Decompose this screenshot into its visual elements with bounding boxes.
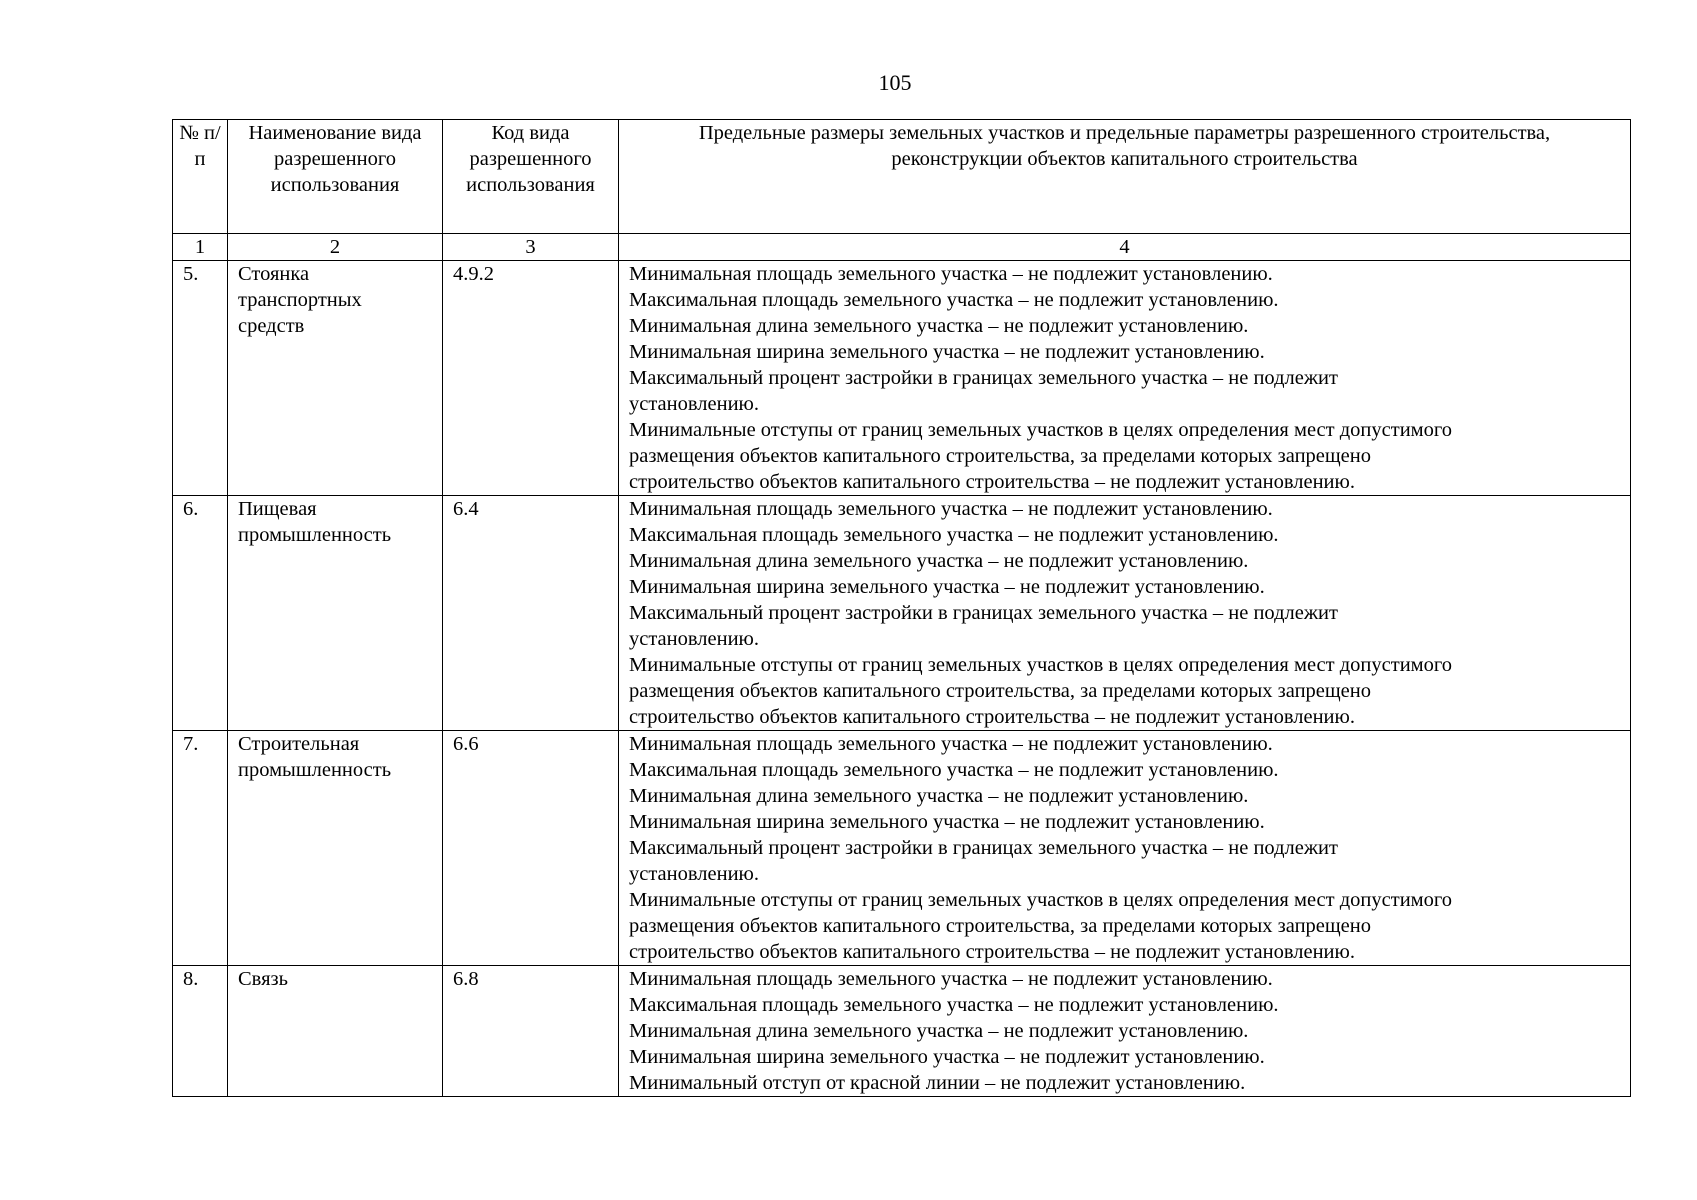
parameter-line: размещения объектов капитального строительства, за пределами которых запрещено xyxy=(629,445,1372,467)
use-name-line: Строительная xyxy=(238,733,360,755)
header-use-name: Наименование вида разрешенного использования xyxy=(228,120,443,234)
use-code-cell: 4.9.2 xyxy=(443,261,619,496)
table-header-row xyxy=(173,120,1631,234)
parameter-line: Минимальная площадь земельного участка – не подлежит установлению. xyxy=(629,263,1273,285)
table-row xyxy=(173,966,1631,1097)
parameter-line: установлению. xyxy=(629,393,759,415)
column-number: 3 xyxy=(443,234,619,261)
use-name-line: Стоянка xyxy=(238,263,310,285)
parameter-line: Максимальная площадь земельного участка – не подлежит установлению. xyxy=(629,524,1279,546)
parameter-line: Минимальный отступ от красной линии – не подлежит установлению. xyxy=(629,1072,1246,1094)
parameter-line: Минимальная длина земельного участка – не подлежит установлению. xyxy=(629,785,1249,807)
table-row xyxy=(173,261,1631,496)
parameter-line: Максимальный процент застройки в границах земельного участка – не подлежит xyxy=(629,602,1338,624)
header-parameters: Предельные размеры земельных участков и предельные параметры разрешенного строительства, реконструкции объектов капитального строительства xyxy=(619,120,1631,234)
parameters-cell xyxy=(619,261,1631,496)
parameters-cell xyxy=(619,731,1631,966)
parameter-line: установлению. xyxy=(629,863,759,885)
use-code-cell: 6.6 xyxy=(443,731,619,966)
parameter-line: строительство объектов капитального строительства – не подлежит установлению. xyxy=(629,706,1355,728)
use-name-cell xyxy=(228,966,443,1097)
parameter-line: Максимальная площадь земельного участка – не подлежит установлению. xyxy=(629,759,1279,781)
parameter-line: Минимальные отступы от границ земельных участков в целях определения мест допустимого xyxy=(629,889,1453,911)
parameter-line: Минимальная площадь земельного участка – не подлежит установлению. xyxy=(629,498,1273,520)
parameter-line: Максимальная площадь земельного участка – не подлежит установлению. xyxy=(629,994,1279,1016)
parameter-line: Максимальный процент застройки в границах земельного участка – не подлежит xyxy=(629,837,1338,859)
parameters-table xyxy=(172,119,1631,1097)
header-use-code: Код вида разрешенного использования xyxy=(443,120,619,234)
row-number: 8. xyxy=(173,966,228,1097)
use-name-cell xyxy=(228,261,443,496)
parameter-line: Минимальная ширина земельного участка – не подлежит установлению. xyxy=(629,576,1265,598)
use-name-line: транспортных xyxy=(238,289,362,311)
use-name-cell xyxy=(228,731,443,966)
parameters-cell xyxy=(619,496,1631,731)
parameter-line: Минимальная ширина земельного участка – не подлежит установлению. xyxy=(629,1046,1265,1068)
use-code-cell: 6.8 xyxy=(443,966,619,1097)
column-number-row xyxy=(173,234,1631,261)
use-code-cell: 6.4 xyxy=(443,496,619,731)
parameter-line: Минимальные отступы от границ земельных участков в целях определения мест допустимого xyxy=(629,654,1453,676)
use-name-cell xyxy=(228,496,443,731)
parameters-cell xyxy=(619,966,1631,1097)
use-name-line: Пищевая xyxy=(238,498,317,520)
header-number: № п/п xyxy=(173,120,228,234)
parameter-line: Минимальная площадь земельного участка – не подлежит установлению. xyxy=(629,733,1273,755)
table-row xyxy=(173,731,1631,966)
parameter-line: Минимальная длина земельного участка – не подлежит установлению. xyxy=(629,550,1249,572)
column-number: 1 xyxy=(173,234,228,261)
parameter-line: Максимальный процент застройки в границах земельного участка – не подлежит xyxy=(629,367,1338,389)
column-number: 2 xyxy=(228,234,443,261)
parameter-line: Минимальная длина земельного участка – не подлежит установлению. xyxy=(629,1020,1249,1042)
parameter-line: размещения объектов капитального строительства, за пределами которых запрещено xyxy=(629,915,1372,937)
use-name-line: средств xyxy=(238,315,305,337)
parameter-line: строительство объектов капитального строительства – не подлежит установлению. xyxy=(629,471,1355,493)
table-body xyxy=(173,261,1631,1097)
parameter-line: Минимальная ширина земельного участка – не подлежит установлению. xyxy=(629,341,1265,363)
parameter-line: Минимальная длина земельного участка – не подлежит установлению. xyxy=(629,315,1249,337)
parameter-line: Минимальная ширина земельного участка – не подлежит установлению. xyxy=(629,811,1265,833)
parameter-line: Минимальная площадь земельного участка – не подлежит установлению. xyxy=(629,968,1273,990)
column-number: 4 xyxy=(619,234,1631,261)
row-number: 5. xyxy=(173,261,228,496)
parameter-line: размещения объектов капитального строительства, за пределами которых запрещено xyxy=(629,680,1372,702)
row-number: 6. xyxy=(173,496,228,731)
use-name-line: Связь xyxy=(238,968,288,990)
row-number: 7. xyxy=(173,731,228,966)
parameter-line: строительство объектов капитального строительства – не подлежит установлению. xyxy=(629,941,1355,963)
page-number: 105 xyxy=(878,70,912,95)
parameter-line: Максимальная площадь земельного участка – не подлежит установлению. xyxy=(629,289,1279,311)
parameter-line: установлению. xyxy=(629,628,759,650)
use-name-line: промышленность xyxy=(238,524,392,546)
table-row xyxy=(173,496,1631,731)
use-name-line: промышленность xyxy=(238,759,392,781)
parameter-line: Минимальные отступы от границ земельных участков в целях определения мест допустимого xyxy=(629,419,1453,441)
